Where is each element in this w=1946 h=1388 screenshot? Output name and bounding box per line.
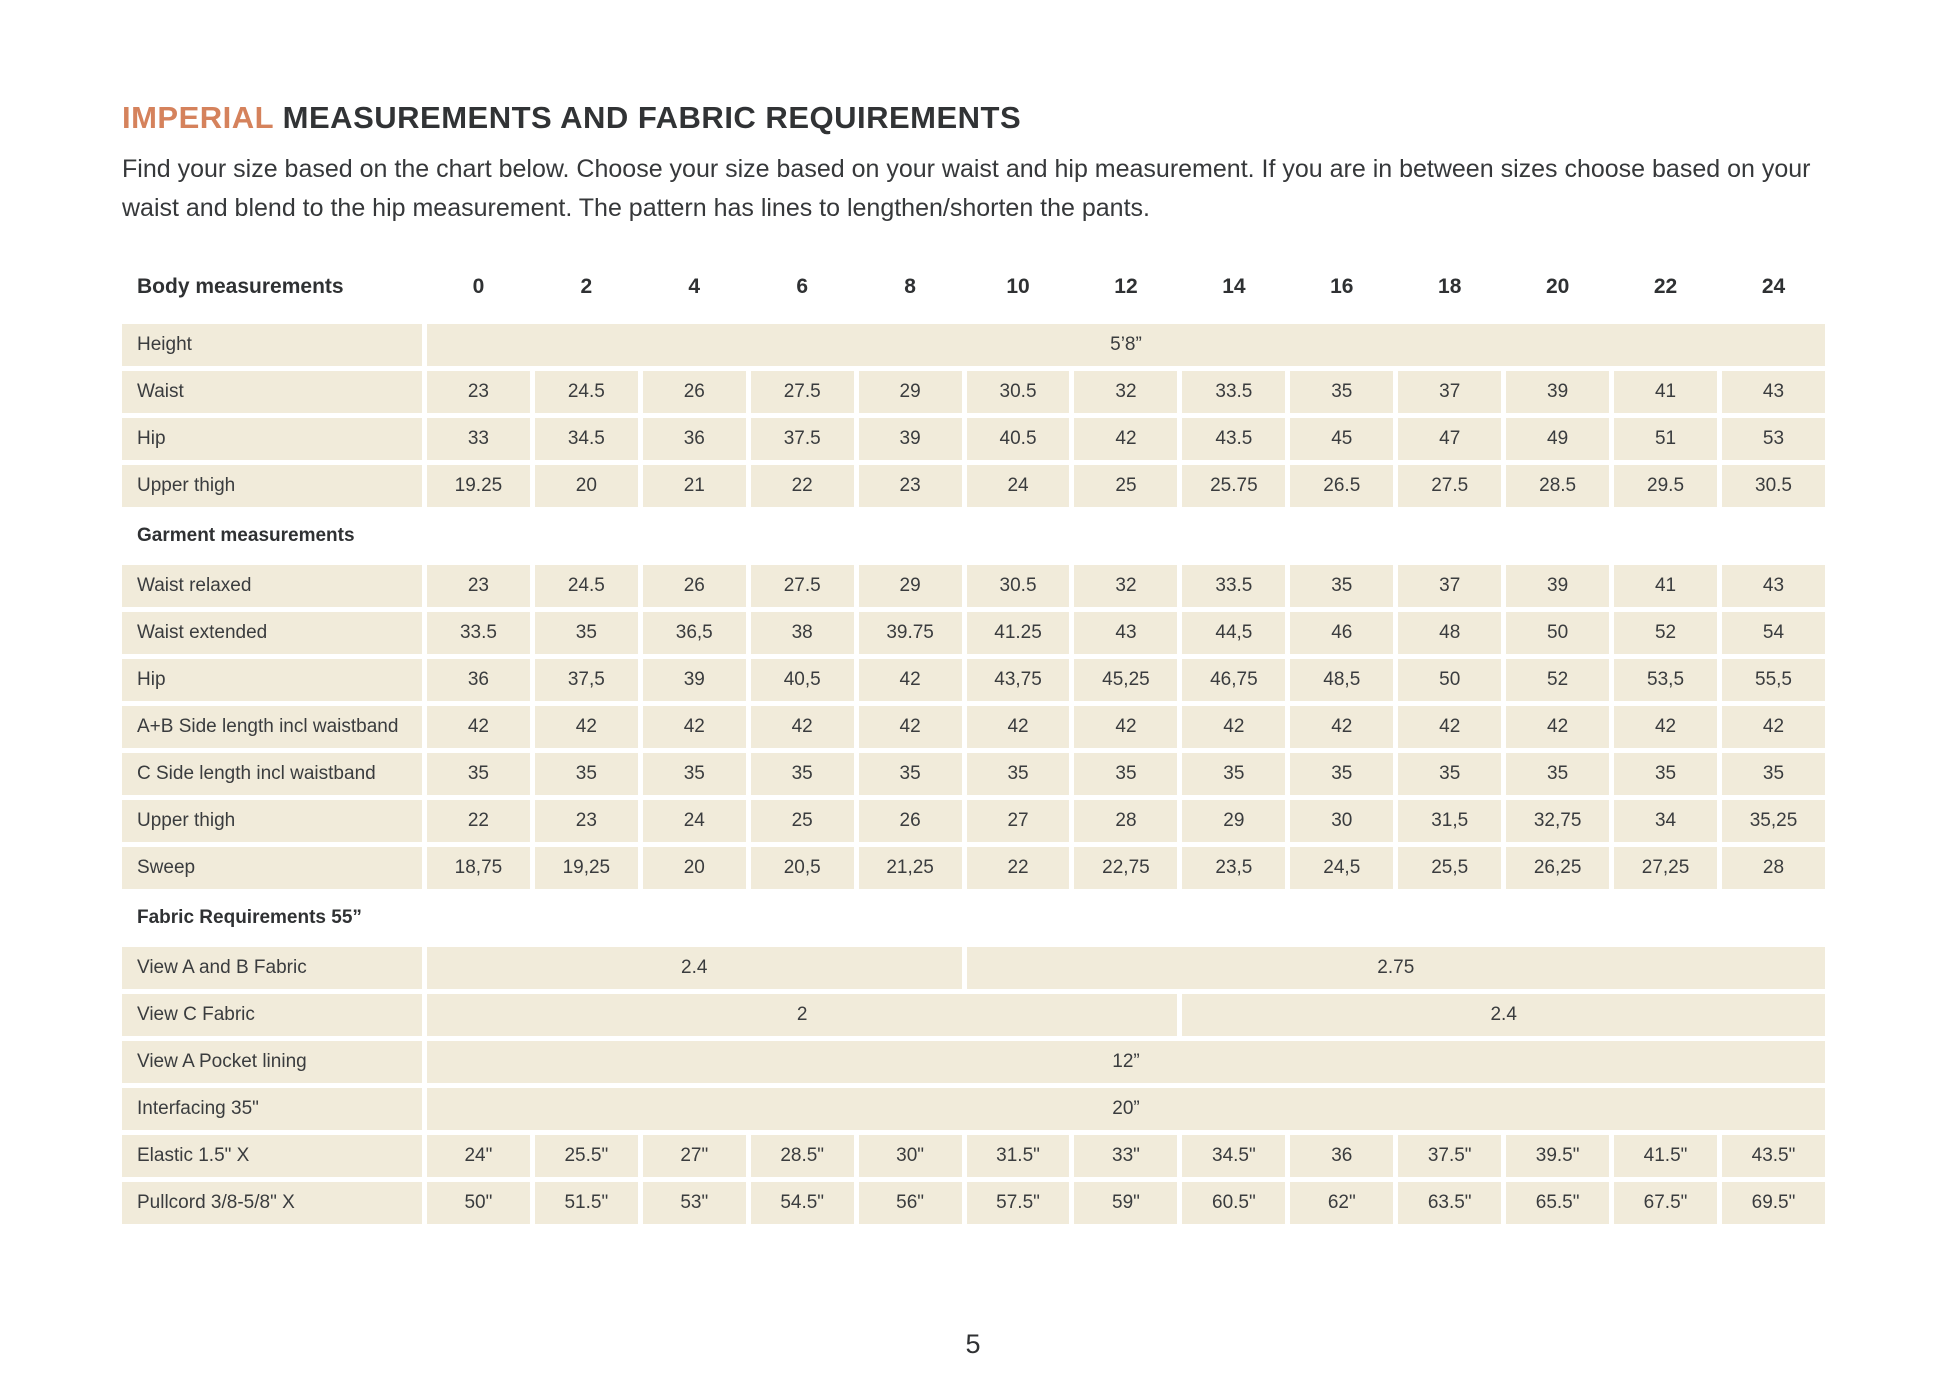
value-cell: 24.5 xyxy=(535,371,638,413)
value-cell: 69.5" xyxy=(1722,1182,1825,1224)
value-cell: 34.5 xyxy=(535,418,638,460)
table-header-row xyxy=(122,275,1825,319)
table-row xyxy=(122,753,1825,795)
value-cell: 27,25 xyxy=(1614,847,1717,889)
row-label: Hip xyxy=(122,418,422,460)
value-cell: 23 xyxy=(859,465,962,507)
value-cell: 29 xyxy=(859,565,962,607)
size-column-header: 2 xyxy=(580,275,593,298)
value-cell: 19.25 xyxy=(427,465,530,507)
value-cell: 34.5" xyxy=(1182,1135,1285,1177)
size-column-header: 24 xyxy=(1761,275,1786,298)
value-cell: 41 xyxy=(1614,371,1717,413)
value-cell: 33" xyxy=(1074,1135,1177,1177)
value-cell: 30.5 xyxy=(967,565,1070,607)
value-cell: 50" xyxy=(427,1182,530,1224)
value-cell: 53,5 xyxy=(1614,659,1717,701)
value-cell: 32 xyxy=(1074,565,1177,607)
value-cell: 26 xyxy=(859,800,962,842)
value-cell: 33.5 xyxy=(1182,371,1285,413)
value-cell: 29 xyxy=(859,371,962,413)
value-cell: 52 xyxy=(1614,612,1717,654)
value-cell: 27 xyxy=(967,800,1070,842)
value-cell: 40,5 xyxy=(751,659,854,701)
value-cell: 35 xyxy=(427,753,530,795)
value-cell: 36 xyxy=(1290,1135,1393,1177)
value-cell: 23 xyxy=(535,800,638,842)
value-cell: 48,5 xyxy=(1290,659,1393,701)
size-column-header: 6 xyxy=(796,275,809,298)
value-cell: 45 xyxy=(1290,418,1393,460)
value-cell: 40.5 xyxy=(967,418,1070,460)
value-cell: 26.5 xyxy=(1290,465,1393,507)
value-cell: 35 xyxy=(859,753,962,795)
value-cell: 2 xyxy=(427,994,1177,1036)
size-column-header: 18 xyxy=(1438,275,1462,298)
value-cell: 25.75 xyxy=(1182,465,1285,507)
value-cell: 37.5" xyxy=(1398,1135,1501,1177)
row-label: Waist xyxy=(122,371,422,413)
table-row xyxy=(122,1088,1825,1130)
value-cell: 35 xyxy=(1722,753,1825,795)
value-cell: 43,75 xyxy=(967,659,1070,701)
value-cell: 39 xyxy=(643,659,746,701)
value-cell: 42 xyxy=(427,706,530,748)
value-cell: 25 xyxy=(751,800,854,842)
row-label: Upper thigh xyxy=(122,465,422,507)
value-cell: 62" xyxy=(1290,1182,1393,1224)
value-cell: 49 xyxy=(1506,418,1609,460)
value-cell: 28 xyxy=(1074,800,1177,842)
value-cell: 43.5 xyxy=(1182,418,1285,460)
value-cell: 37,5 xyxy=(535,659,638,701)
size-column-header: 8 xyxy=(904,275,916,298)
value-cell: 44,5 xyxy=(1182,612,1285,654)
value-cell: 45,25 xyxy=(1074,659,1177,701)
value-cell: 21 xyxy=(643,465,746,507)
value-cell: 41.25 xyxy=(967,612,1070,654)
value-cell: 35 xyxy=(1398,753,1501,795)
row-label: Sweep xyxy=(122,847,422,889)
size-column-header: 14 xyxy=(1222,275,1246,298)
table-row xyxy=(122,1182,1825,1224)
row-label: A+B Side length incl waistband xyxy=(122,706,422,748)
size-column-header: 4 xyxy=(688,275,701,298)
size-column-header: 16 xyxy=(1330,275,1354,298)
body-measurements-header: Body measurements xyxy=(137,275,344,298)
row-label: View A Pocket lining xyxy=(122,1041,422,1083)
value-cell: 48 xyxy=(1398,612,1501,654)
value-cell: 43.5" xyxy=(1722,1135,1825,1177)
size-chart-table xyxy=(117,270,1830,1229)
value-cell: 42 xyxy=(1074,706,1177,748)
row-label: Elastic 1.5" X xyxy=(122,1135,422,1177)
value-cell: 35 xyxy=(1182,753,1285,795)
value-cell: 22 xyxy=(751,465,854,507)
value-cell: 24.5 xyxy=(535,565,638,607)
row-label: Upper thigh xyxy=(122,800,422,842)
value-cell: 18,75 xyxy=(427,847,530,889)
table-row xyxy=(122,565,1825,607)
value-cell: 22 xyxy=(427,800,530,842)
title-rest: MEASUREMENTS AND FABRIC REQUIREMENTS xyxy=(273,100,1022,135)
value-cell: 51.5" xyxy=(535,1182,638,1224)
value-cell: 39 xyxy=(1506,371,1609,413)
title-highlight: IMPERIAL xyxy=(122,100,274,135)
table-row xyxy=(122,612,1825,654)
table-row xyxy=(122,706,1825,748)
value-cell: 28 xyxy=(1722,847,1825,889)
value-cell: 57.5" xyxy=(967,1182,1070,1224)
value-cell: 24" xyxy=(427,1135,530,1177)
value-cell: 23 xyxy=(427,371,530,413)
value-cell: 42 xyxy=(1398,706,1501,748)
value-cell: 46 xyxy=(1290,612,1393,654)
value-cell: 35 xyxy=(535,753,638,795)
value-cell: 35,25 xyxy=(1722,800,1825,842)
value-cell: 26,25 xyxy=(1506,847,1609,889)
value-cell: 5’8” xyxy=(427,324,1825,366)
value-cell: 35 xyxy=(643,753,746,795)
value-cell: 35 xyxy=(1290,753,1393,795)
value-cell: 24 xyxy=(643,800,746,842)
row-label: Height xyxy=(122,324,422,366)
value-cell: 39 xyxy=(1506,565,1609,607)
value-cell: 33.5 xyxy=(427,612,530,654)
value-cell: 43 xyxy=(1722,371,1825,413)
size-column-header: 12 xyxy=(1114,275,1138,298)
value-cell: 63.5" xyxy=(1398,1182,1501,1224)
intro-paragraph: Find your size based on the chart below. Choose your size based on your waist and hip measurement. If you are in between sizes choose based on your waist and blend to the hip measurement. The pattern has lines to lengthen/shorten the pants. xyxy=(122,155,1811,222)
size-column-header: 20 xyxy=(1545,275,1570,298)
value-cell: 51 xyxy=(1614,418,1717,460)
value-cell: 35 xyxy=(1290,371,1393,413)
value-cell: 50 xyxy=(1506,612,1609,654)
row-label: Pullcord 3/8-5/8" X xyxy=(122,1182,422,1224)
value-cell: 67.5" xyxy=(1614,1182,1717,1224)
value-cell: 43 xyxy=(1074,612,1177,654)
value-cell: 37.5 xyxy=(751,418,854,460)
value-cell: 30.5 xyxy=(1722,465,1825,507)
value-cell: 39 xyxy=(859,418,962,460)
value-cell: 38 xyxy=(751,612,854,654)
value-cell: 42 xyxy=(751,706,854,748)
value-cell: 42 xyxy=(643,706,746,748)
value-cell: 35 xyxy=(1506,753,1609,795)
table-body xyxy=(122,324,1825,1224)
value-cell: 27.5 xyxy=(751,371,854,413)
value-cell: 41 xyxy=(1614,565,1717,607)
value-cell: 60.5" xyxy=(1182,1182,1285,1224)
value-cell: 28.5 xyxy=(1506,465,1609,507)
size-column-header: 22 xyxy=(1653,275,1678,298)
value-cell: 54 xyxy=(1722,612,1825,654)
value-cell: 39.75 xyxy=(859,612,962,654)
value-cell: 42 xyxy=(967,706,1070,748)
value-cell: 36,5 xyxy=(643,612,746,654)
value-cell: 42 xyxy=(1182,706,1285,748)
table-row xyxy=(122,418,1825,460)
value-cell: 23 xyxy=(427,565,530,607)
table-row xyxy=(122,324,1825,366)
value-cell: 2.4 xyxy=(1182,994,1825,1036)
section-header: Fabric Requirements 55” xyxy=(137,907,362,928)
value-cell: 35 xyxy=(1614,753,1717,795)
table-row xyxy=(122,847,1825,889)
value-cell: 30" xyxy=(859,1135,962,1177)
table-head xyxy=(122,275,1825,319)
table-row xyxy=(122,371,1825,413)
row-label: Interfacing 35" xyxy=(122,1088,422,1130)
value-cell: 35 xyxy=(535,612,638,654)
value-cell: 26 xyxy=(643,565,746,607)
value-cell: 20 xyxy=(535,465,638,507)
value-cell: 56" xyxy=(859,1182,962,1224)
table-row xyxy=(122,947,1825,989)
section-row xyxy=(122,512,1825,560)
value-cell: 28.5" xyxy=(751,1135,854,1177)
value-cell: 21,25 xyxy=(859,847,962,889)
value-cell: 54.5" xyxy=(751,1182,854,1224)
value-cell: 42 xyxy=(859,706,962,748)
row-label: View C Fabric xyxy=(122,994,422,1036)
value-cell: 25.5" xyxy=(535,1135,638,1177)
value-cell: 42 xyxy=(859,659,962,701)
value-cell: 35 xyxy=(1290,565,1393,607)
table-row xyxy=(122,1135,1825,1177)
value-cell: 22,75 xyxy=(1074,847,1177,889)
value-cell: 37 xyxy=(1398,565,1501,607)
size-column-header: 0 xyxy=(472,275,485,298)
section-header: Garment measurements xyxy=(137,525,355,546)
value-cell: 29 xyxy=(1182,800,1285,842)
value-cell: 34 xyxy=(1614,800,1717,842)
value-cell: 55,5 xyxy=(1722,659,1825,701)
value-cell: 53 xyxy=(1722,418,1825,460)
value-cell: 31.5" xyxy=(967,1135,1070,1177)
row-label: Waist relaxed xyxy=(122,565,422,607)
value-cell: 27" xyxy=(643,1135,746,1177)
value-cell: 30.5 xyxy=(967,371,1070,413)
section-row xyxy=(122,894,1825,942)
value-cell: 25,5 xyxy=(1398,847,1501,889)
value-cell: 35 xyxy=(751,753,854,795)
size-column-header: 10 xyxy=(1006,275,1030,298)
row-label: View A and B Fabric xyxy=(122,947,422,989)
value-cell: 26 xyxy=(643,371,746,413)
value-cell: 31,5 xyxy=(1398,800,1501,842)
value-cell: 25 xyxy=(1074,465,1177,507)
row-label: C Side length incl waistband xyxy=(122,753,422,795)
value-cell: 27.5 xyxy=(1398,465,1501,507)
value-cell: 36 xyxy=(427,659,530,701)
value-cell: 42 xyxy=(535,706,638,748)
value-cell: 47 xyxy=(1398,418,1501,460)
table-row xyxy=(122,800,1825,842)
value-cell: 32,75 xyxy=(1506,800,1609,842)
value-cell: 41.5" xyxy=(1614,1135,1717,1177)
value-cell: 42 xyxy=(1722,706,1825,748)
value-cell: 24,5 xyxy=(1290,847,1393,889)
value-cell: 29.5 xyxy=(1614,465,1717,507)
value-cell: 2.75 xyxy=(967,947,1825,989)
value-cell: 35 xyxy=(1074,753,1177,795)
value-cell: 33 xyxy=(427,418,530,460)
value-cell: 39.5" xyxy=(1506,1135,1609,1177)
value-cell: 42 xyxy=(1614,706,1717,748)
row-label: Hip xyxy=(122,659,422,701)
value-cell: 23,5 xyxy=(1182,847,1285,889)
value-cell: 12” xyxy=(427,1041,1825,1083)
value-cell: 53" xyxy=(643,1182,746,1224)
value-cell: 32 xyxy=(1074,371,1177,413)
value-cell: 59" xyxy=(1074,1182,1177,1224)
value-cell: 65.5" xyxy=(1506,1182,1609,1224)
page-number: 5 xyxy=(965,1329,981,1359)
row-label: Waist extended xyxy=(122,612,422,654)
value-cell: 20,5 xyxy=(751,847,854,889)
page-title xyxy=(122,100,1830,136)
value-cell: 42 xyxy=(1074,418,1177,460)
value-cell: 33.5 xyxy=(1182,565,1285,607)
value-cell: 37 xyxy=(1398,371,1501,413)
value-cell: 52 xyxy=(1506,659,1609,701)
value-cell: 35 xyxy=(967,753,1070,795)
value-cell: 27.5 xyxy=(751,565,854,607)
table-row xyxy=(122,1041,1825,1083)
value-cell: 20 xyxy=(643,847,746,889)
value-cell: 30 xyxy=(1290,800,1393,842)
value-cell: 2.4 xyxy=(427,947,962,989)
table-row xyxy=(122,465,1825,507)
table-row xyxy=(122,994,1825,1036)
value-cell: 22 xyxy=(967,847,1070,889)
value-cell: 19,25 xyxy=(535,847,638,889)
value-cell: 42 xyxy=(1290,706,1393,748)
value-cell: 43 xyxy=(1722,565,1825,607)
value-cell: 46,75 xyxy=(1182,659,1285,701)
value-cell: 20” xyxy=(427,1088,1825,1130)
value-cell: 24 xyxy=(967,465,1070,507)
value-cell: 50 xyxy=(1398,659,1501,701)
table-row xyxy=(122,659,1825,701)
value-cell: 36 xyxy=(643,418,746,460)
value-cell: 42 xyxy=(1506,706,1609,748)
